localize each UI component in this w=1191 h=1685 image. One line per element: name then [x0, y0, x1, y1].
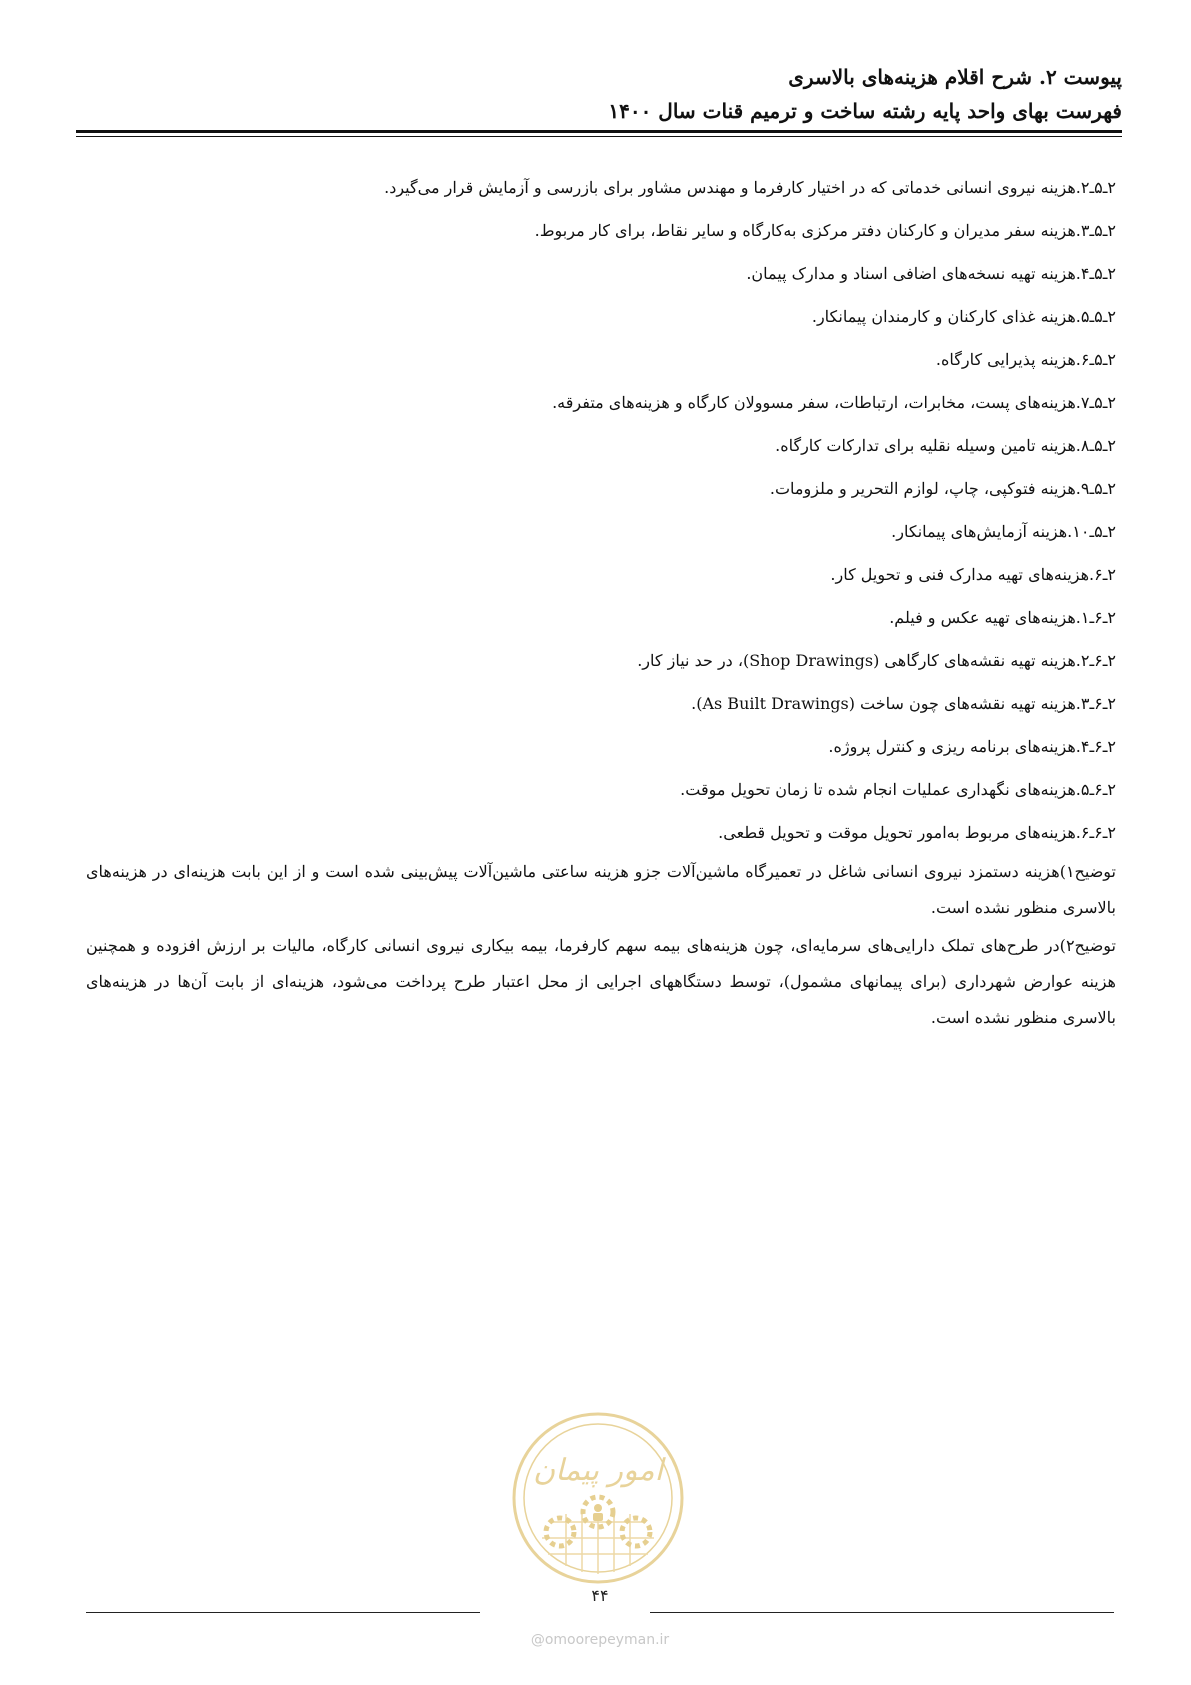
- list-item: ۲ـ۵ـ۳.هزینه سفر مدیران و کارکنان دفتر مرکزی به‌کارگاه و سایر نقاط، برای کار مربوط.: [534, 221, 1116, 240]
- watermark-seal-icon: [510, 1410, 686, 1586]
- header-rule-thick: [76, 130, 1122, 133]
- page-number: ۴۴: [591, 1586, 609, 1605]
- list-item: ۲ـ۵ـ۹.هزینه فتوکپی، چاپ، لوازم التحریر و ملزومات.: [769, 479, 1116, 498]
- list-item: ۲ـ۵ـ۱۰.هزینه آزمایش‌های پیمانکار.: [891, 522, 1116, 541]
- list-item: ۲ـ۶ـ۴.هزینه‌های برنامه ریزی و کنترل پروژه.: [828, 737, 1116, 756]
- list-item: ۲ـ۵ـ۴.هزینه تهیه نسخه‌های اضافی اسناد و مدارک پیمان.: [746, 264, 1116, 283]
- document-body: [86, 166, 1116, 1036]
- footer-rule-right: [650, 1612, 1114, 1613]
- list-item: ۲ـ۶ـ۲.هزینه تهیه نقشه‌های کارگاهی (Shop Drawings)، در حد نیاز کار.: [637, 651, 1116, 670]
- header-subtitle: فهرست بهای واحد پایه رشته ساخت و ترمیم قنات سال ۱۴۰۰: [608, 99, 1122, 123]
- list-item: ۲ـ۶ـ۳.هزینه تهیه نقشه‌های چون ساخت (As Built Drawings).: [691, 694, 1116, 713]
- header-title: پیوست ۲. شرح اقلام هزینه‌های بالاسری: [788, 65, 1122, 89]
- header-rule-thin: [76, 136, 1122, 137]
- list-item: ۲ـ۶ـ۵.هزینه‌های نگهداری عملیات انجام شده تا زمان تحویل موقت.: [680, 780, 1116, 799]
- footer-rule-left: [86, 1612, 480, 1613]
- list-item: ۲ـ۶ـ۶.هزینه‌های مربوط به‌امور تحویل موقت و تحویل قطعی.: [718, 823, 1116, 842]
- list-item: ۲ـ۶.هزینه‌های تهیه مدارک فنی و تحویل کار.: [830, 565, 1116, 584]
- page-header: [76, 60, 1122, 128]
- list-item: ۲ـ۵ـ۸.هزینه تامین وسیله نقلیه برای تدارکات کارگاه.: [775, 436, 1116, 455]
- list-item: ۲ـ۵ـ۲.هزینه نیروی انسانی خدماتی که در اختیار کارفرما و مهندس مشاور برای بازرسی و آزمایش قرار می‌گیرد.: [384, 178, 1116, 197]
- note-paragraph: توضیح۱)هزینه دستمزد نیروی انسانی شاغل در تعمیرگاه ماشین‌آلات جزو هزینه ساعتی ماشین‌آلات پیش‌بینی شده است و از این بابت هزینه‌ای در هزینه‌های بالاسری منظور نشده است.: [86, 862, 1116, 917]
- list-item: ۲ـ۵ـ۷.هزینه‌های پست، مخابرات، ارتباطات، سفر مسوولان کارگاه و هزینه‌های متفرقه.: [552, 393, 1116, 412]
- list-item: ۲ـ۶ـ۱.هزینه‌های تهیه عکس و فیلم.: [889, 608, 1116, 627]
- list-item: ۲ـ۵ـ۶.هزینه پذیرایی کارگاه.: [935, 350, 1116, 369]
- watermark-url: @omoorepeyman.ir: [530, 1632, 670, 1648]
- list-item: ۲ـ۵ـ۵.هزینه غذای کارکنان و کارمندان پیمانکار.: [811, 307, 1116, 326]
- note-paragraph: توضیح۲)در طرح‌های تملک دارایی‌های سرمایه‌ای، چون هزینه‌های بیمه سهم کارفرما، بیمه بیکاری نیروی انسانی کارگاه، مالیات بر ارزش افزوده و همچنین هزینه عوارض شهرداری (برای پیمانهای مشمول)، توسط دستگاههای اجرایی از محل اعتبار طرح پرداخت می‌شود، هزینه‌ای از بابت آن‌ها در هزینه‌های بالاسری منظور نشده است.: [86, 936, 1116, 1027]
- seal-text: امور پیمان: [533, 1453, 663, 1488]
